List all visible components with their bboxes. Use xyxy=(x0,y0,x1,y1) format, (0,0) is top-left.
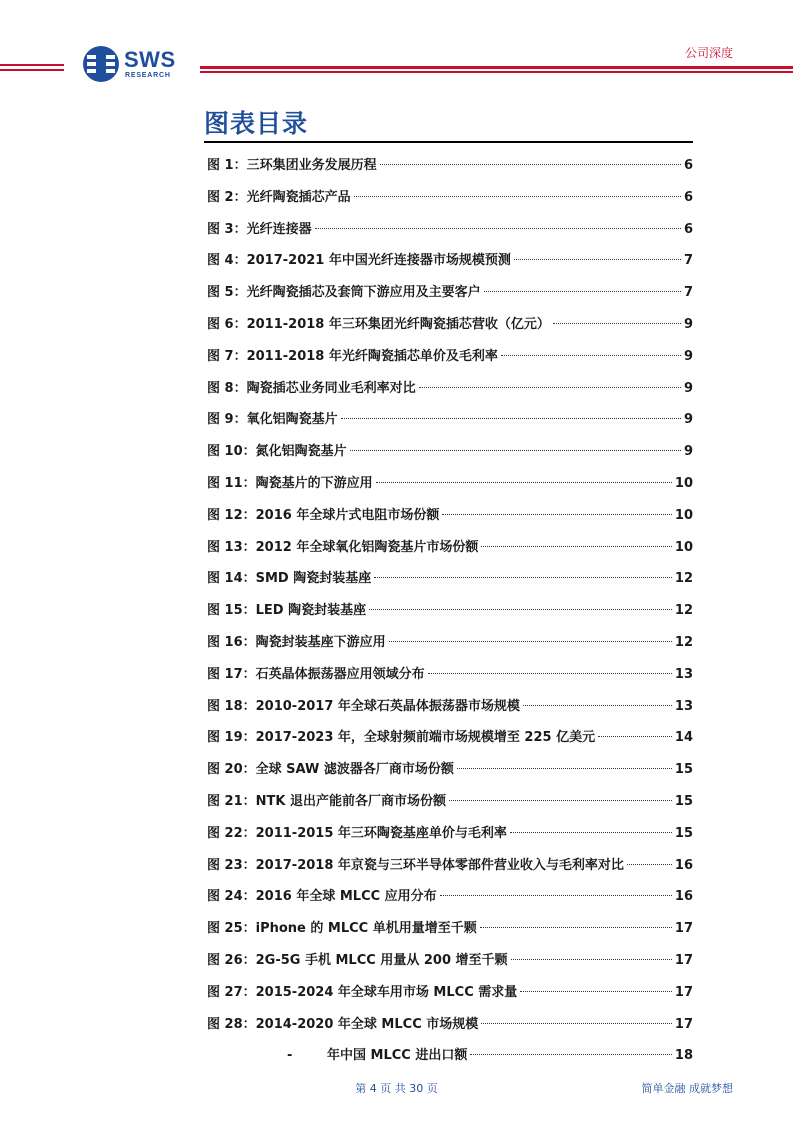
toc-entry-label[interactable]: 图 2：光纤陶瓷插芯产品 xyxy=(207,189,351,205)
toc-entry-label[interactable]: 图 5：光纤陶瓷插芯及套筒下游应用及主要客户 xyxy=(207,285,481,301)
toc-entry-page[interactable]: 9 xyxy=(683,316,693,332)
header-rule-left-top xyxy=(0,64,64,66)
toc-leader-dots xyxy=(627,864,672,865)
toc-entry-prefix: - xyxy=(287,1048,293,1064)
toc-leader-dots xyxy=(481,1023,672,1024)
toc-entry-page[interactable]: 7 xyxy=(683,285,693,301)
toc-entry-page[interactable]: 16 xyxy=(674,889,693,905)
toc-entry[interactable] xyxy=(207,309,693,341)
toc-entry[interactable] xyxy=(207,277,693,309)
toc-leader-dots xyxy=(315,228,681,229)
toc-entry[interactable] xyxy=(207,1040,693,1072)
toc-entry[interactable] xyxy=(207,182,693,214)
document-type: 公司深度 xyxy=(684,46,733,60)
header-rule-right-top xyxy=(200,66,793,69)
toc-entry[interactable] xyxy=(207,595,693,627)
toc-entry-label[interactable]: 图 6：2011-2018 年三环集团光纤陶瓷插芯营收（亿元） xyxy=(207,316,550,332)
toc-entry[interactable] xyxy=(207,818,693,850)
page-title: 图表目录 xyxy=(204,109,309,138)
toc-entry-label[interactable]: 图 19：2017-2023 年，全球射频前端市场规模增至 225 亿美元 xyxy=(207,730,596,746)
toc-entry-page[interactable]: 13 xyxy=(674,666,693,682)
toc-entry[interactable] xyxy=(207,532,693,564)
toc-entry-page[interactable]: 15 xyxy=(674,762,693,778)
toc-leader-dots xyxy=(376,482,672,483)
toc-entry-page[interactable]: 13 xyxy=(674,698,693,714)
footer-page-number: 第 4 页 共 30 页 xyxy=(355,1082,438,1095)
toc-entry[interactable] xyxy=(207,563,693,595)
toc-entry-label[interactable]: 图 14：SMD 陶瓷封装基座 xyxy=(207,571,372,587)
toc-entry[interactable] xyxy=(207,977,693,1009)
toc-entry-label[interactable]: 图 3：光纤连接器 xyxy=(207,221,312,237)
toc-leader-dots xyxy=(440,895,672,896)
toc-entry[interactable] xyxy=(207,1009,693,1041)
toc-entry[interactable] xyxy=(207,373,693,405)
footer-slogan: 简单金融 成就梦想 xyxy=(641,1082,733,1095)
toc-leader-dots xyxy=(523,705,672,706)
toc-entry-label[interactable]: 图 12：2016 年全球片式电阻市场份额 xyxy=(207,507,440,523)
toc-entry-label[interactable]: 图 1：三环集团业务发展历程 xyxy=(207,158,377,173)
toc-entry-page[interactable]: 9 xyxy=(683,412,693,428)
header-rule-left-bottom xyxy=(0,69,64,71)
toc-entry-page[interactable]: 10 xyxy=(674,475,693,491)
toc-entry-text: 年中国 MLCC 进出口额 xyxy=(327,1048,468,1064)
toc-leader-dots xyxy=(457,768,672,769)
toc-entry[interactable] xyxy=(207,150,693,182)
toc-entry-page[interactable]: 6 xyxy=(683,158,693,173)
toc-entry-label[interactable]: 图 15：LED 陶瓷封装基座 xyxy=(207,603,367,619)
logo-subtext: RESEARCH xyxy=(125,72,171,79)
toc-entry[interactable] xyxy=(207,786,693,818)
toc-leader-dots xyxy=(449,800,672,801)
sws-logo xyxy=(82,45,184,83)
toc-entry-page[interactable]: 16 xyxy=(674,857,693,873)
toc-entry-label[interactable]: 图 11：陶瓷基片的下游应用 xyxy=(207,475,373,491)
toc-leader-dots xyxy=(510,832,672,833)
toc-entry[interactable] xyxy=(207,913,693,945)
toc-entry-label[interactable]: 图 16：陶瓷封装基座下游应用 xyxy=(207,634,386,650)
toc-entry[interactable] xyxy=(207,754,693,786)
toc-leader-dots xyxy=(484,291,681,292)
header-rule-right-bottom xyxy=(200,71,793,73)
toc-entry-page[interactable]: 9 xyxy=(683,380,693,396)
toc-entry-page[interactable]: 17 xyxy=(674,921,693,937)
toc-entry[interactable] xyxy=(207,468,693,500)
toc-entry[interactable] xyxy=(207,850,693,882)
toc-leader-dots xyxy=(389,641,672,642)
toc-leader-dots xyxy=(520,991,672,992)
toc-entry-page[interactable]: 6 xyxy=(683,189,693,205)
toc-entry-label[interactable]: 图 8：陶瓷插芯业务同业毛利率对比 xyxy=(207,380,416,396)
toc-entry-label[interactable]: 图 21：NTK 退出产能前各厂商市场份额 xyxy=(207,793,446,809)
toc-entry-label[interactable]: 图 18：2010-2017 年全球石英晶体振荡器市场规模 xyxy=(207,698,520,714)
toc-entry-page[interactable]: 7 xyxy=(683,253,693,269)
toc-entry-page[interactable]: 12 xyxy=(674,603,693,619)
toc-entry-page[interactable]: 10 xyxy=(674,539,693,555)
toc-entry[interactable] xyxy=(207,404,693,436)
toc-leader-dots xyxy=(442,514,672,515)
toc-leader-dots xyxy=(428,673,672,674)
toc-entry[interactable] xyxy=(207,214,693,246)
toc-entry-label[interactable]: 图 25：iPhone 的 MLCC 单机用量增至千颗 xyxy=(207,921,477,937)
toc-entry-page[interactable]: 17 xyxy=(674,1016,693,1032)
toc-entry-page[interactable]: 10 xyxy=(674,507,693,523)
toc-entry-label[interactable]: 图 10：氮化铝陶瓷基片 xyxy=(207,444,347,460)
toc-entry-page[interactable]: 17 xyxy=(674,952,693,968)
toc-entry-page[interactable]: 18 xyxy=(674,1048,693,1064)
toc-entry[interactable] xyxy=(207,659,693,691)
toc-entry-page[interactable]: 17 xyxy=(674,984,693,1000)
sws-logo-icon xyxy=(82,45,120,83)
toc-entry-label[interactable]: 图 26：2G-5G 手机 MLCC 用量从 200 增至千颗 xyxy=(207,952,508,968)
toc-entry-page[interactable]: 15 xyxy=(674,793,693,809)
toc-entry-label[interactable]: 图 13：2012 年全球氧化铝陶瓷基片市场份额 xyxy=(207,539,479,555)
toc-entry[interactable] xyxy=(207,436,693,468)
toc-entry[interactable] xyxy=(207,945,693,977)
toc-entry-label[interactable]: 图 9：氧化铝陶瓷基片 xyxy=(207,412,338,428)
toc-entry[interactable] xyxy=(207,722,693,754)
toc-entry-page[interactable]: 9 xyxy=(683,348,693,364)
toc-entry-label[interactable]: 图 24：2016 年全球 MLCC 应用分布 xyxy=(207,889,437,905)
toc-entry-label[interactable]: 图 4：2017-2021 年中国光纤连接器市场规模预测 xyxy=(207,253,511,269)
toc-entry-label[interactable]: 图 17：石英晶体振荡器应用领域分布 xyxy=(207,666,425,682)
toc-leader-dots xyxy=(354,196,681,197)
toc-entry[interactable] xyxy=(207,627,693,659)
toc-entry-page[interactable]: 9 xyxy=(683,444,693,460)
toc-leader-dots xyxy=(369,609,672,610)
toc-entry-page[interactable]: 14 xyxy=(674,730,693,746)
toc-leader-dots xyxy=(598,736,672,737)
toc-leader-dots xyxy=(380,164,681,165)
toc-entry[interactable] xyxy=(207,881,693,913)
toc-entry[interactable] xyxy=(207,341,693,373)
toc-entry-label[interactable]: 图 20：全球 SAW 滤波器各厂商市场份额 xyxy=(207,762,454,778)
toc-entry-page[interactable]: 12 xyxy=(674,571,693,587)
toc-entry-page[interactable]: 15 xyxy=(674,825,693,841)
toc-leader-dots xyxy=(374,577,672,578)
toc-entry[interactable] xyxy=(207,245,693,277)
logo-text: SWS xyxy=(124,47,176,72)
toc-leader-dots xyxy=(350,450,681,451)
toc-leader-dots xyxy=(419,387,681,388)
toc-leader-dots xyxy=(514,259,681,260)
toc-entry-label[interactable]: 图 23：2017-2018 年京瓷与三环半导体零部件营业收入与毛利率对比 xyxy=(207,857,624,873)
toc-leader-dots xyxy=(511,959,672,960)
toc-entry[interactable] xyxy=(207,691,693,723)
toc-entry-label[interactable]: 图 22：2011-2015 年三环陶瓷基座单价与毛利率 xyxy=(207,825,507,841)
title-rule xyxy=(204,141,693,143)
toc-leader-dots xyxy=(481,546,672,547)
toc-leader-dots xyxy=(501,355,681,356)
toc-entry[interactable] xyxy=(207,500,693,532)
toc-entry-label[interactable]: 图 27：2015-2024 年全球车用市场 MLCC 需求量 xyxy=(207,984,518,1000)
toc-entry-label[interactable]: 图 28：2014-2020 年全球 MLCC 市场规模 xyxy=(207,1016,479,1032)
toc-entry-page[interactable]: 6 xyxy=(683,221,693,237)
toc-entry-label[interactable]: 图 7：2011-2018 年光纤陶瓷插芯单价及毛利率 xyxy=(207,348,498,364)
toc-leader-dots xyxy=(470,1054,672,1055)
toc-entry-label[interactable] xyxy=(207,1040,467,1072)
toc-leader-dots xyxy=(480,927,672,928)
toc-entry-page[interactable]: 12 xyxy=(674,634,693,650)
toc-leader-dots xyxy=(553,323,681,324)
toc-leader-dots xyxy=(341,418,681,419)
figure-toc xyxy=(207,150,693,1072)
